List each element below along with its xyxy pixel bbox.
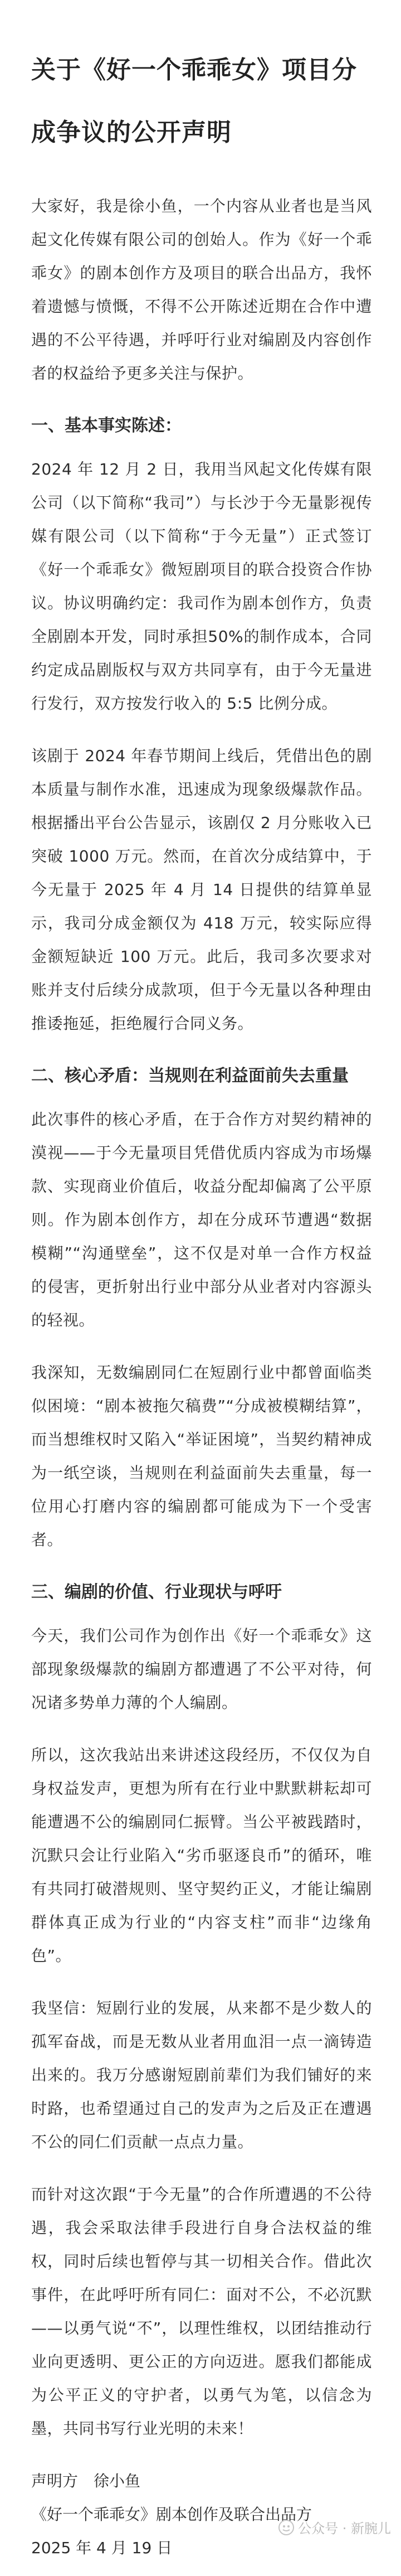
signature-role: 《好一个乖乖女》剧本创作及联合出品方 — [31, 2505, 312, 2524]
section-2-paragraph-1: 此次事件的核心矛盾，在于合作方对契约精神的漠视——于今无量项目凭借优质内容成为市场爆款、实现商业价值后，收益分配却偏离了公平原则。作为剧本创作方，却在分成环节遭遇“数据模糊”“沟通壁垒”，这不仅是对单一合作方权益的侵害，更折射出行业中部分从业者对内容源头的轻视。 — [31, 1110, 372, 1329]
watermark-text: 公众号 · 新腕儿 — [298, 2521, 391, 2536]
section-2-paragraph-2: 我深知，无数编剧同仁在短剧行业中都曾面临类似困境：“剧本被拖欠稿费”“分成被模糊结算”，而当想维权时又陷入“举证困境”，当契约精神成为一纸空谈，当规则在利益面前失去重量，每一位用心打磨内容的编剧都可能成为下一个受害者。 — [31, 1363, 372, 1549]
signature-name: 声明方 徐小鱼 — [31, 2472, 141, 2490]
signature-date: 2025 年 4 月 19 日 — [31, 2539, 173, 2557]
watermark — [278, 2517, 391, 2537]
section-3-heading: 三、编剧的价值、行业现状与呼吁 — [31, 1582, 282, 1602]
signature-block — [31, 2464, 372, 2565]
section-1-paragraph-1: 2024 年 12 月 2 日，我用当风起文化传媒有限公司（以下简称“我司”）与长沙于今无量影视传媒有限公司（以下简称“于今无量”）正式签订《好一个乖乖女》微短剧项目的联合投资合作协议。协议明确约定：我司作为剧本创作方，负责全剧剧本开发，同时承担50%的制作成本，合同约定成品剧版权与双方共同享有，由于今无量进行发行，双方按发行收入的 5:5 比例分成。 — [31, 460, 372, 713]
section-3-paragraph-1: 今天，我们公司作为创作出《好一个乖乖女》这部现象级爆款的编剧方都遭遇了不公平对待，何况诸多势单力薄的个人编剧。 — [31, 1626, 372, 1712]
intro-paragraph: 大家好，我是徐小鱼，一个内容从业者也是当风起文化传媒有限公司的创始人。作为《好一个乖乖女》的剧本创作方及项目的联合出品方，我怀着遗憾与愤慨，不得不公开陈述近期在合作中遭遇的不公平待遇，并呼吁行业对编剧及内容创作者的权益给予更多关注与保护。 — [31, 197, 372, 382]
section-3-paragraph-3: 我坚信：短剧行业的发展，从来都不是少数人的孤军奋战，而是无数从业者用血泪一点一滴铸造出来的。我万分感谢短剧前辈们为我们铺好的来时路，也希望通过自己的发声为之后及正在遭遇不公的同仁们贡献一点点力量。 — [31, 1999, 372, 2151]
page-title: 关于《好一个乖乖女》项目分成争议的公开声明 — [31, 56, 357, 147]
section-1-heading: 一、基本事实陈述： — [31, 416, 182, 435]
section-1-paragraph-2: 该剧于 2024 年春节期间上线后，凭借出色的剧本质量与制作水准，迅速成为现象级爆款作品。根据播出平台公告显示，该剧仅 2 月分账收入已突破 1000 万元。然而，在首次分成结算中，于今无量于 2025 年 4 月 14 日提供的结算单显示，我司分成金额仅为 418 万元，较实际应得金额短缺近 100 万元。此后，我司多次要求对账并支付后续分成款项，但于今无量以各种理由推诿拖延，拒绝履行合同义务。 — [31, 747, 372, 1033]
section-3-paragraph-2: 所以，这次我站出来讲述这段经历，不仅仅为自身权益发声，更想为所有在行业中默默耕耘却可能遭遇不公的编剧同仁振臂。当公平被践踏时，沉默只会让行业陷入“劣币驱逐良币”的循环，唯有共同打破潜规则、坚守契约正义，才能让编剧群体真正成为行业的“内容支柱”而非“边缘角色”。 — [31, 1746, 372, 1965]
section-3-paragraph-4: 而针对这次跟“于今无量”的合作所遭遇的不公待遇，我会采取法律手段进行自身合法权益的维权，同时后续也暂停与其一切相关合作。借此次事件，在此呼吁所有同仁：面对不公，不必沉默——以勇气说“不”，以理性维权，以团结推动行业向更透明、更公正的方向迈进。愿我们都能成为公平正义的守护者，以勇气为笔，以信念为墨，共同书写行业光明的未来！ — [31, 2185, 372, 2438]
wechat-official-account-icon — [278, 2519, 295, 2536]
section-2-heading: 二、核心矛盾：当规则在利益面前失去重量 — [31, 1066, 349, 1086]
